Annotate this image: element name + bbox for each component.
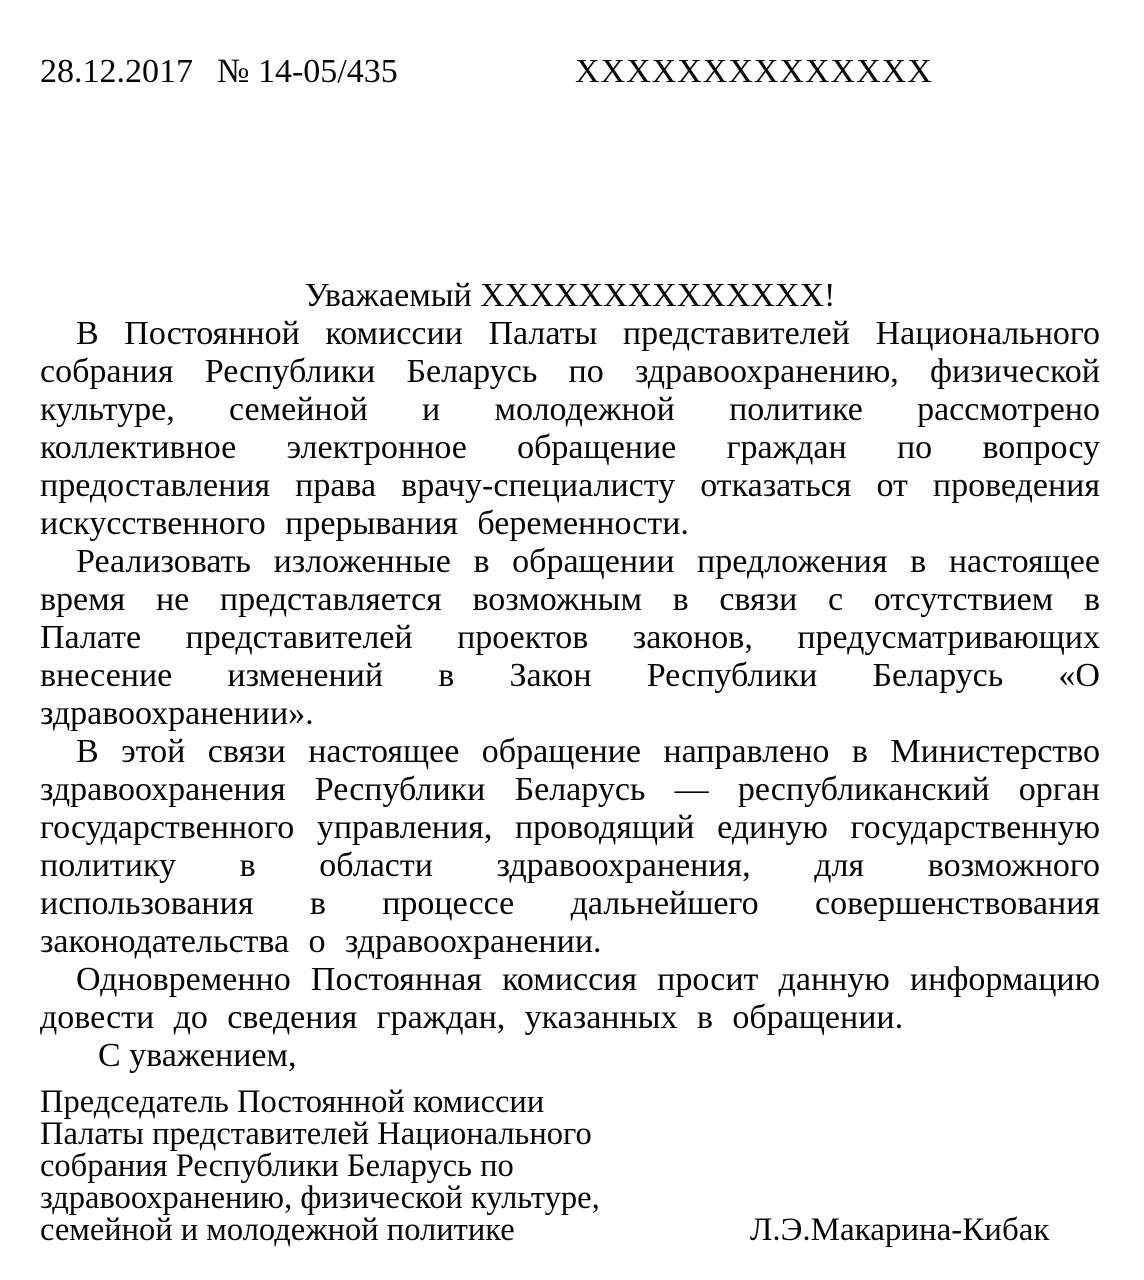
body-paragraph-3: В этой связи настоящее обращение направлено в Министерство здравоохранения Республики Беларусь — республиканский орган государственного управления, проводящий единую государственную политику в области здравоохранения, для возможного использования в процессе дальнейшего совершенствования законодательства о здравоохранении. [40, 733, 1100, 960]
letter-reference-number: № 14-05/435 [217, 53, 398, 90]
addressee-redacted: XXXXXXXXXXXXXX [575, 53, 933, 90]
letter-body [40, 277, 1100, 1075]
body-paragraph-1: В Постоянной комиссии Палаты представителей Национального собрания Республики Беларусь по здравоохранению, физической культуре, семейной и молодежной политике рассмотрено коллективное электронное обращение граждан по вопросу предоставления права врачу-специалисту отказаться от проведения искусственного прерывания беременности. [40, 315, 1100, 542]
signature-title-line: собрания Республики Беларусь по [40, 1148, 514, 1184]
letter-header [40, 52, 1100, 92]
letter-date: 28.12.2017 [40, 53, 193, 90]
body-paragraph-2: Реализовать изложенные в обращении предложения в настоящее время не представляется возможным в связи с отсутствием в Палате представителей проектов законов, предусматривающих внесение изменений в Закон Республики Беларусь «О здравоохранении». [40, 543, 1100, 732]
signature-block [40, 1086, 1104, 1246]
signature-title-line: Председатель Постоянной комиссии [40, 1084, 545, 1120]
closing-phrase: С уважением, [98, 1037, 297, 1074]
signature-title-line: Палаты представителей Национального [40, 1116, 592, 1152]
salutation: Уважаемый XXXXXXXXXXXXXX! [304, 277, 836, 314]
body-paragraph-4: Одновременно Постоянная комиссия просит данную информацию довести до сведения граждан, указанных в обращении. [40, 961, 1100, 1036]
signatory-name: Л.Э.Макарина-Кибак [750, 1212, 1050, 1248]
signature-title-line: семейной и молодежной политике [40, 1212, 515, 1248]
signature-title-line: здравоохранению, физической культуре, [40, 1180, 600, 1216]
